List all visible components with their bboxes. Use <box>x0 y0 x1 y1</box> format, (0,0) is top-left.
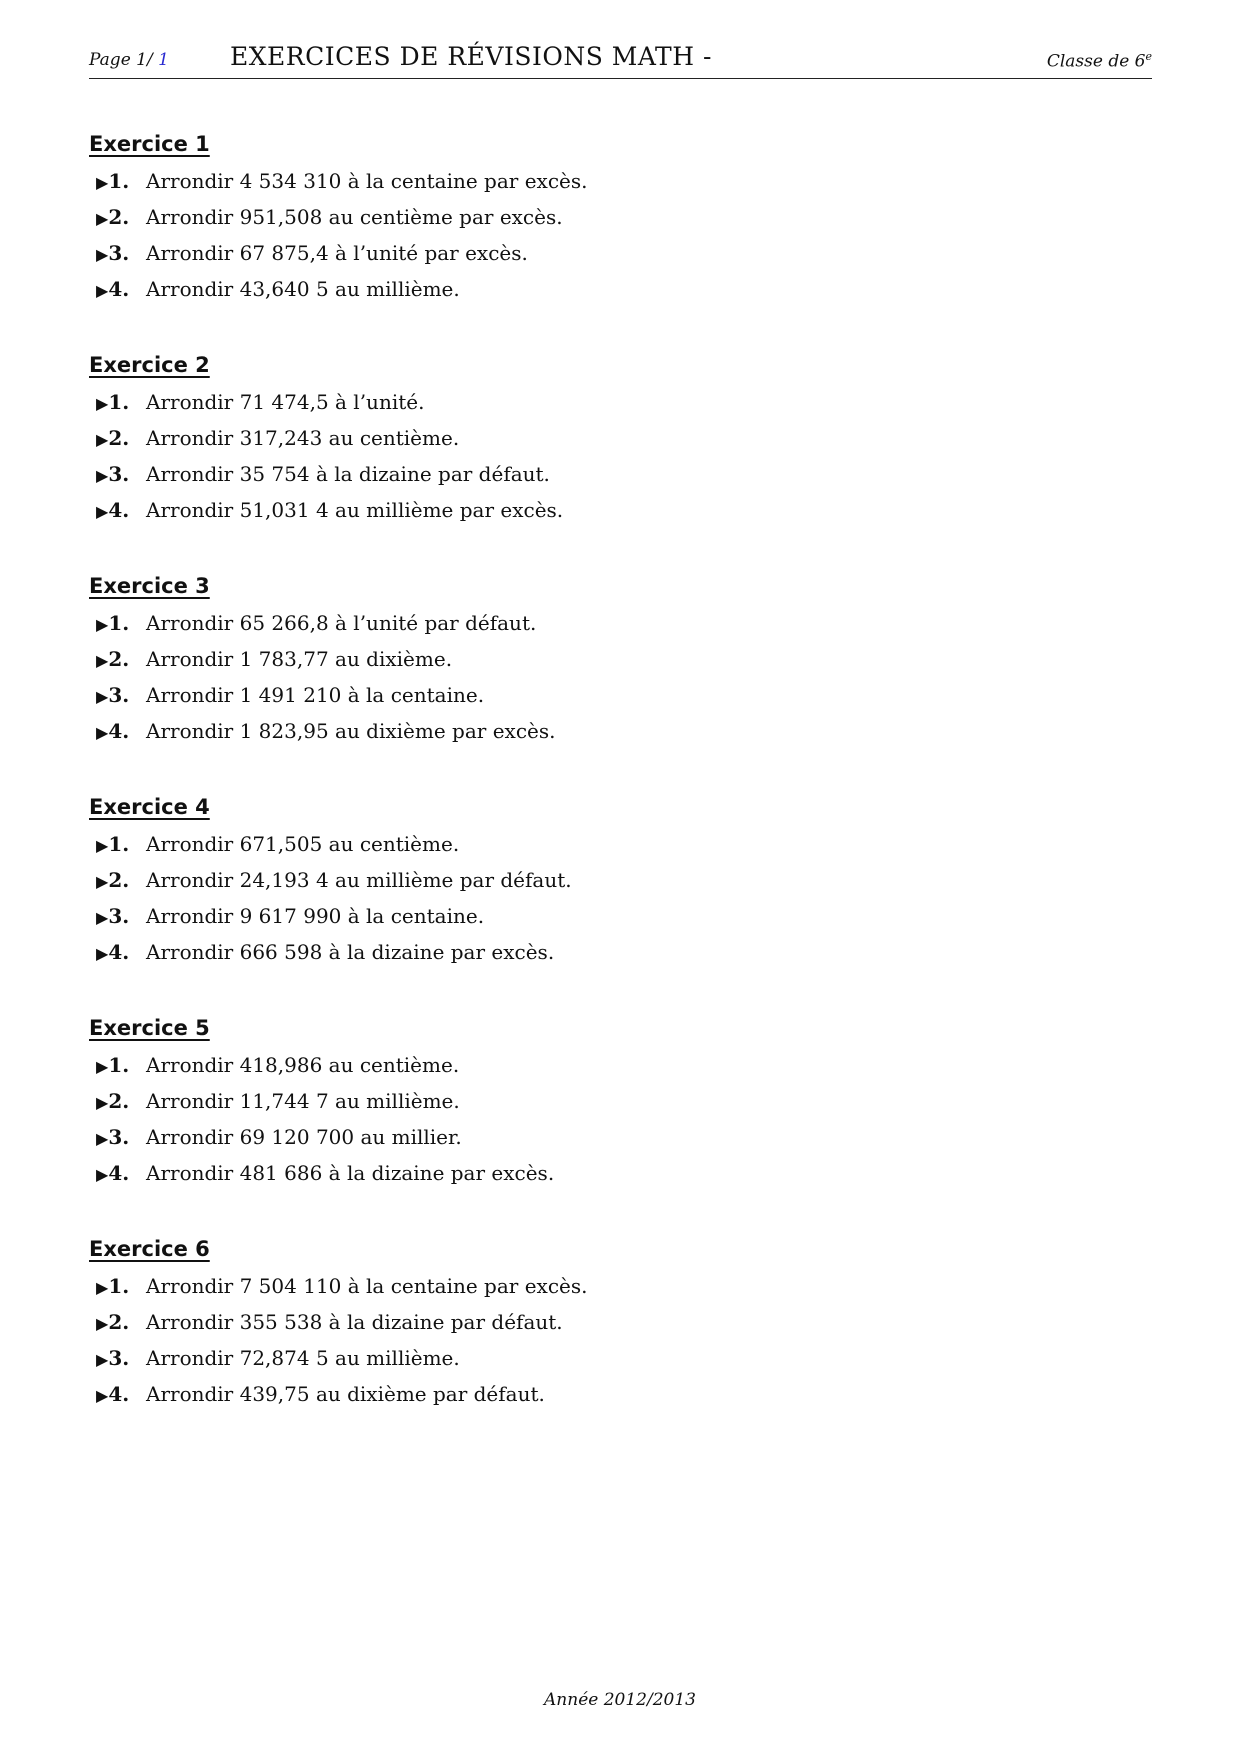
item-marker <box>89 235 146 273</box>
item-number: 3. <box>108 1125 130 1149</box>
exercise-title: Exercice 1 <box>89 132 210 156</box>
exercise-title: Exercice 2 <box>89 353 210 377</box>
item-marker <box>89 384 146 422</box>
exercise-item <box>89 271 1152 307</box>
item-text: Arrondir 671,505 au centième. <box>146 832 460 856</box>
exercise-item <box>89 1268 1152 1304</box>
exercise-item <box>89 1340 1152 1376</box>
right-triangle-icon: ▶ <box>96 944 109 963</box>
right-triangle-icon: ▶ <box>96 836 109 855</box>
exercise-item <box>89 163 1152 199</box>
exercise-1 <box>89 125 1152 346</box>
right-triangle-icon: ▶ <box>96 466 109 485</box>
item-marker <box>89 1047 146 1085</box>
exercise-item <box>89 862 1152 898</box>
item-marker <box>89 862 146 900</box>
item-text: Arrondir 71 474,5 à l’unité. <box>146 390 425 414</box>
item-text: Arrondir 69 120 700 au millier. <box>146 1125 462 1149</box>
item-number: 1. <box>108 611 130 635</box>
item-marker <box>89 898 146 936</box>
item-text: Arrondir 51,031 4 au millième par excès. <box>146 498 564 522</box>
item-text: Arrondir 11,744 7 au millième. <box>146 1089 460 1113</box>
item-marker <box>89 1376 146 1414</box>
item-marker <box>89 713 146 751</box>
item-text: Arrondir 1 783,77 au dixième. <box>146 647 453 671</box>
document-title: EXERCICES DE RÉVISIONS MATH - <box>230 42 712 71</box>
item-number: 4. <box>108 719 130 743</box>
item-text: Arrondir 67 875,4 à l’unité par excès. <box>146 241 528 265</box>
class-label <box>1047 50 1152 72</box>
item-text: Arrondir 72,874 5 au millième. <box>146 1346 460 1370</box>
right-triangle-icon: ▶ <box>96 1278 109 1297</box>
class-text: Classe de 6 <box>1046 51 1146 72</box>
right-triangle-icon: ▶ <box>96 1129 109 1148</box>
item-marker <box>89 1119 146 1157</box>
exercise-item <box>89 713 1152 749</box>
page-label: Page 1/ <box>89 50 153 70</box>
class-superscript: e <box>1145 50 1152 63</box>
exercise-item <box>89 235 1152 271</box>
right-triangle-icon: ▶ <box>96 430 109 449</box>
item-marker <box>89 1304 146 1342</box>
exercise-item <box>89 1119 1152 1155</box>
item-number: 1. <box>108 832 130 856</box>
item-marker <box>89 456 146 494</box>
item-text: Arrondir 24,193 4 au millième par défaut. <box>146 868 572 892</box>
exercise-title: Exercice 4 <box>89 795 210 819</box>
item-number: 4. <box>108 277 130 301</box>
item-text: Arrondir 65 266,8 à l’unité par défaut. <box>146 611 537 635</box>
right-triangle-icon: ▶ <box>96 502 109 521</box>
right-triangle-icon: ▶ <box>96 1093 109 1112</box>
page-header <box>89 42 1152 79</box>
item-marker <box>89 163 146 201</box>
right-triangle-icon: ▶ <box>96 1386 109 1405</box>
item-number: 2. <box>108 205 130 229</box>
item-number: 3. <box>108 1346 130 1370</box>
item-marker <box>89 641 146 679</box>
item-marker <box>89 677 146 715</box>
item-number: 2. <box>108 868 130 892</box>
exercise-5 <box>89 1009 1152 1230</box>
page-total-link[interactable]: 1 <box>158 50 169 70</box>
item-number: 1. <box>108 1274 130 1298</box>
exercise-item <box>89 1304 1152 1340</box>
exercise-item <box>89 898 1152 934</box>
item-marker <box>89 199 146 237</box>
page-number <box>89 50 169 70</box>
item-text: Arrondir 9 617 990 à la centaine. <box>146 904 485 928</box>
item-number: 3. <box>108 904 130 928</box>
item-text: Arrondir 1 823,95 au dixième par excès. <box>146 719 556 743</box>
exercise-6 <box>89 1230 1152 1451</box>
item-number: 2. <box>108 647 130 671</box>
right-triangle-icon: ▶ <box>96 687 109 706</box>
item-text: Arrondir 666 598 à la dizaine par excès. <box>146 940 555 964</box>
right-triangle-icon: ▶ <box>96 908 109 927</box>
item-marker <box>89 826 146 864</box>
right-triangle-icon: ▶ <box>96 723 109 742</box>
item-number: 1. <box>108 169 130 193</box>
exercise-item <box>89 641 1152 677</box>
exercise-4 <box>89 788 1152 1009</box>
item-marker <box>89 492 146 530</box>
page-footer: Année 2012/2013 <box>544 1690 696 1710</box>
exercise-title: Exercice 3 <box>89 574 210 598</box>
item-number: 4. <box>108 940 130 964</box>
item-number: 4. <box>108 498 130 522</box>
exercise-item <box>89 456 1152 492</box>
item-number: 4. <box>108 1382 130 1406</box>
exercise-item <box>89 420 1152 456</box>
item-text: Arrondir 4 534 310 à la centaine par excès. <box>146 169 588 193</box>
item-number: 3. <box>108 462 130 486</box>
item-text: Arrondir 439,75 au dixième par défaut. <box>146 1382 545 1406</box>
exercise-title: Exercice 5 <box>89 1016 210 1040</box>
right-triangle-icon: ▶ <box>96 1350 109 1369</box>
exercise-2 <box>89 346 1152 567</box>
item-marker <box>89 420 146 458</box>
item-text: Arrondir 355 538 à la dizaine par défaut. <box>146 1310 563 1334</box>
item-number: 1. <box>108 1053 130 1077</box>
item-marker <box>89 1083 146 1121</box>
right-triangle-icon: ▶ <box>96 209 109 228</box>
right-triangle-icon: ▶ <box>96 651 109 670</box>
right-triangle-icon: ▶ <box>96 394 109 413</box>
right-triangle-icon: ▶ <box>96 872 109 891</box>
item-marker <box>89 934 146 972</box>
item-marker <box>89 271 146 309</box>
item-number: 1. <box>108 390 130 414</box>
right-triangle-icon: ▶ <box>96 1314 109 1333</box>
exercise-item <box>89 199 1152 235</box>
item-text: Arrondir 1 491 210 à la centaine. <box>146 683 485 707</box>
item-marker <box>89 1155 146 1193</box>
item-number: 3. <box>108 241 130 265</box>
exercise-item <box>89 1083 1152 1119</box>
exercise-list <box>89 125 1152 1451</box>
item-text: Arrondir 481 686 à la dizaine par excès. <box>146 1161 555 1185</box>
item-number: 3. <box>108 683 130 707</box>
right-triangle-icon: ▶ <box>96 615 109 634</box>
exercise-item <box>89 1376 1152 1412</box>
item-marker <box>89 1340 146 1378</box>
right-triangle-icon: ▶ <box>96 173 109 192</box>
item-number: 2. <box>108 1310 130 1334</box>
item-text: Arrondir 418,986 au centième. <box>146 1053 460 1077</box>
exercise-item <box>89 677 1152 713</box>
item-marker <box>89 605 146 643</box>
exercise-item <box>89 384 1152 420</box>
exercise-item <box>89 1155 1152 1191</box>
exercise-item <box>89 1047 1152 1083</box>
item-number: 4. <box>108 1161 130 1185</box>
right-triangle-icon: ▶ <box>96 245 109 264</box>
item-number: 2. <box>108 426 130 450</box>
item-text: Arrondir 7 504 110 à la centaine par excès. <box>146 1274 588 1298</box>
exercise-item <box>89 605 1152 641</box>
item-text: Arrondir 35 754 à la dizaine par défaut. <box>146 462 550 486</box>
right-triangle-icon: ▶ <box>96 281 109 300</box>
exercise-item <box>89 826 1152 862</box>
item-number: 2. <box>108 1089 130 1113</box>
item-text: Arrondir 317,243 au centième. <box>146 426 460 450</box>
right-triangle-icon: ▶ <box>96 1057 109 1076</box>
exercise-title: Exercice 6 <box>89 1237 210 1261</box>
item-text: Arrondir 951,508 au centième par excès. <box>146 205 563 229</box>
exercise-3 <box>89 567 1152 788</box>
item-text: Arrondir 43,640 5 au millième. <box>146 277 460 301</box>
right-triangle-icon: ▶ <box>96 1165 109 1184</box>
exercise-item <box>89 492 1152 528</box>
item-marker <box>89 1268 146 1306</box>
exercise-item <box>89 934 1152 970</box>
